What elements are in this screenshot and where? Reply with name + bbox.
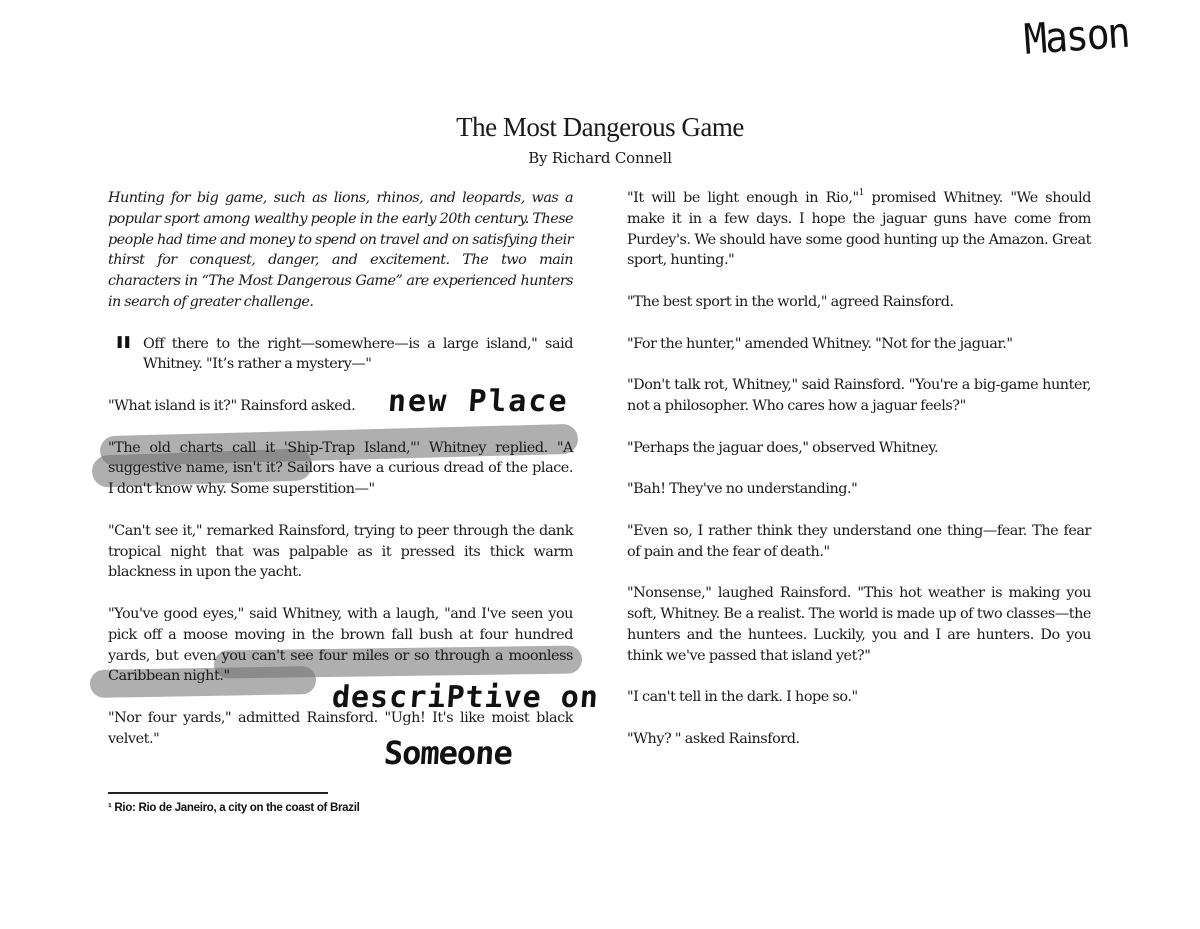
story-paragraph: "Nor four yards," admitted Rainsford. "Ugh! It's like moist black velvet."	[108, 709, 573, 747]
handwritten-student-name: Mason	[1022, 8, 1130, 64]
paragraph-text: "It will be light enough in Rio,"	[627, 190, 859, 206]
story-paragraph: "I can't tell in the dark. I hope so."	[627, 689, 858, 706]
story-paragraph: "You've good eyes," said Whitney, with a laugh, "and I've seen you pick off a moose moving in the brown fall bush at four hundred yards, but even you can't see four miles or so through a moonless Caribbean night."	[108, 605, 573, 685]
paragraph-text: promised Whitney. "We should make it in a few days. I hope the jaguar guns have come from Purdey's. We should have some good hunting up the Amazon. Great sport, hunting."	[627, 190, 1091, 269]
story-paragraph: "The old charts call it 'Ship-Trap Island,"' Whitney replied. "A suggestive name, isn't it? Sailors have a curious dread of the place. I don't know why. Some superstition—"	[108, 439, 573, 498]
story-paragraph: "Nonsense," laughed Rainsford. "This hot weather is making you soft, Whitney. Be a realist. The world is made up of two classes—the hunters and the huntees. Luckily, you and I are hunters. Do you think we've passed that island yet?"	[627, 585, 1091, 664]
handwritten-quote-mark: "	[114, 328, 133, 379]
story-paragraph: "Even so, I rather think they understand one thing—fear. The fear of pain and the fear of death."	[627, 522, 1091, 560]
story-paragraph: "Why? " asked Rainsford.	[627, 730, 800, 747]
handwritten-note: descriPtive on	[330, 680, 601, 715]
story-paragraph	[627, 188, 1091, 271]
story-paragraph: "Can't see it," remarked Rainsford, trying to peer through the dank tropical night that was palpable as it pressed its thick warm blackness in upon the yacht.	[108, 522, 573, 581]
footnote-divider	[108, 792, 328, 794]
story-paragraph: "For the hunter," amended Whitney. "Not for the jaguar."	[627, 335, 1013, 352]
page-title: The Most Dangerous Game	[456, 112, 744, 142]
story-paragraph: "Don't talk rot, Whitney," said Rainsford. "You're a big-game hunter, not a philosopher. Who cares how a jaguar feels?"	[627, 377, 1091, 414]
story-paragraph: "Bah! They've no understanding."	[627, 481, 858, 498]
footnote-text: ¹ Rio: Rio de Janeiro, a city on the coast of Brazil	[108, 802, 360, 814]
story-paragraph: Off there to the right—somewhere—is a large island," said Whitney. "It’s rather a mystery—"	[143, 335, 573, 373]
footnote-marker: 1	[858, 188, 864, 199]
story-paragraph: "Perhaps the jaguar does," observed Whitney.	[627, 439, 939, 456]
handwritten-note: new Place	[386, 384, 570, 419]
handwritten-note: Someone	[382, 734, 514, 772]
story-paragraph: "The best sport in the world," agreed Rainsford.	[627, 293, 954, 310]
intro-paragraph: Hunting for big game, such as lions, rhinos, and leopards, was a popular sport among wealthy people in the early 20th century. These people had time and money to spend on travel and on satisfying their thirst for conquest, danger, and excitement. The two main characters in “The Most Dangerous Game” are experienced hunters in search of greater challenge.	[108, 190, 573, 310]
right-column	[627, 188, 1091, 770]
story-paragraph: "What island is it?" Rainsford asked.	[108, 397, 356, 414]
author-byline: By Richard Connell	[528, 149, 672, 167]
